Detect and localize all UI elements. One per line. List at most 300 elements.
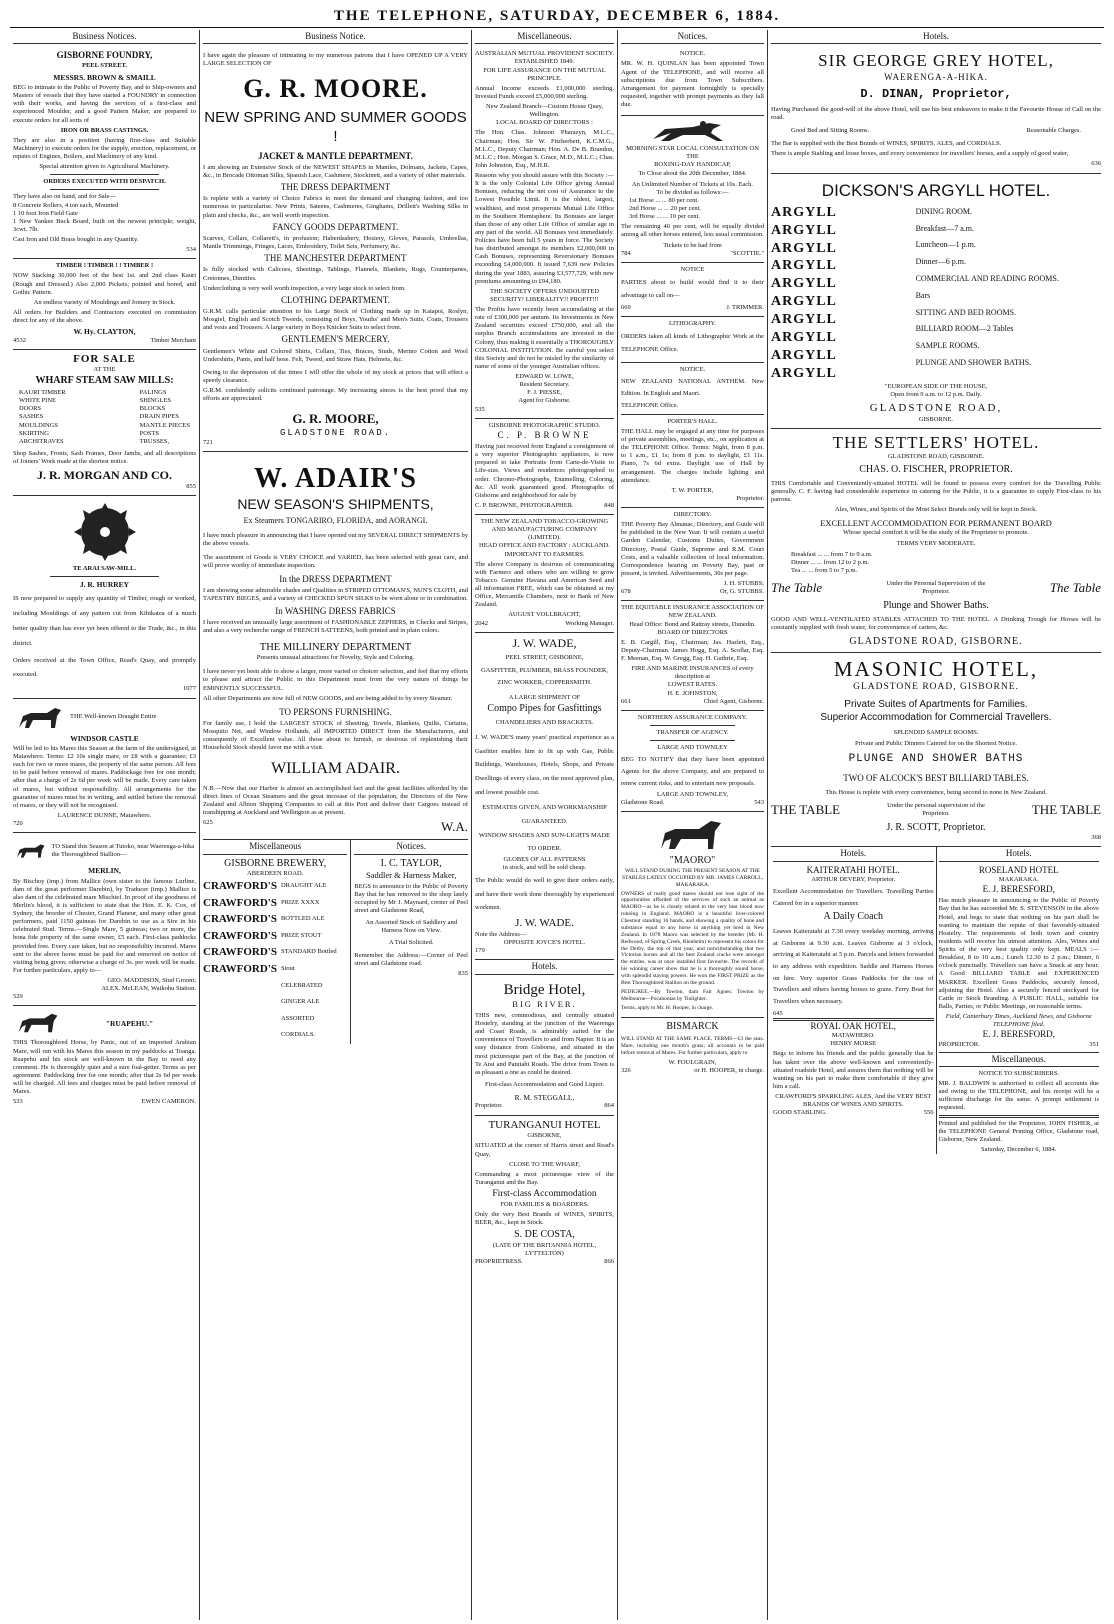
- ad-title: BISMARCK: [666, 1021, 719, 1033]
- column-heading: Business Notices.: [13, 30, 196, 44]
- ad-line: Field, Canterbury Times, Auckland News, and Gisborne TELEPHONE filed.: [945, 1013, 1092, 1029]
- ad-title: GISBORNE FOUNDRY,: [56, 50, 153, 61]
- section-body: I have much pleasure in announcing that I have opened out my SEVERAL DIRECT SHIPMENTS by the above vessels.: [203, 531, 468, 547]
- ad-signature: J. TRIMMER.: [726, 303, 764, 311]
- ad-title: MORNING STAR LOCAL CONSULTATION ON THE: [626, 145, 759, 161]
- ad-proprietor: HENRY MORSE: [830, 1040, 877, 1048]
- ad-body: Leaves Kaiteratahi at 7.30 every weekday morning, arriving at Gisborne at 9.30 a.m. Leaves Gisborne at 3 o'clock, arriving at Kaiteratahi at 5 p.m. Parcels and letters forwarded to any address with expedition. Saddle and Harness Horses on hire. Very superior Grass Paddocks for the use of Travellers and others having horses to graze. Ferry Boat for Travellers when necessary.: [773, 927, 934, 1006]
- ad-line: GLOBES OF ALL PATTERNS: [503, 855, 586, 863]
- ad-subtitle: GISBORNE,: [527, 1132, 562, 1140]
- ad-number: 721: [203, 438, 213, 446]
- ad-line: TRANSFER OF AGENCY.: [656, 728, 729, 736]
- ad-line: FOR FAMILIES & BOARDERS.: [500, 1200, 589, 1208]
- meal-time: Dinner ... ... from 12 to 2 p.m.: [791, 559, 870, 567]
- meal-list: [771, 551, 1101, 575]
- product-item: WHITE PINE: [19, 397, 57, 405]
- ad-line: LARGE AND TOWNLEY: [657, 744, 728, 751]
- argyll-word: ARGYLL: [771, 240, 837, 256]
- ad-body: WILL STAND AT THE SAME PLACE. TERMS—£3 the seas. Mare, including one month's grass; all accounts to be paid before removal of Mares. For further particulars, apply to: [621, 1035, 764, 1056]
- ad-morning-star: [621, 116, 764, 263]
- section-body: All other Departments are now full of NEW GOODS, and are being added to by every Steamer.: [203, 694, 452, 702]
- argyll-word: ARGYLL: [771, 204, 837, 220]
- ad-title: NOTICE TO SUBSCRIBERS.: [978, 1069, 1059, 1077]
- ad-wharf-saw-mills: [13, 350, 196, 497]
- section-body: Underclothing is very well worth inspection, a very large stock to select from.: [203, 284, 406, 292]
- ad-headline: NEW SPRING AND SUMMER GOODS !: [204, 109, 467, 145]
- ad-number: 351: [1089, 1040, 1099, 1048]
- argyll-list: [771, 204, 910, 383]
- product-item: ASSORTED CORDIALS.: [280, 1014, 316, 1039]
- ad-national-anthem: [621, 363, 764, 415]
- ad-number: 326: [621, 1066, 631, 1074]
- ad-line: GOOD STABLING.: [773, 1109, 827, 1117]
- ad-title: WHARF STEAM SAW MILLS:: [35, 374, 174, 386]
- argyll-word: ARGYLL: [771, 258, 837, 274]
- ad-signature: "SCOTTIE.": [730, 249, 764, 257]
- product-item: MOULDINGS: [19, 421, 58, 429]
- product-list-left: [19, 389, 66, 446]
- ad-w-adair: [203, 452, 468, 840]
- ad-body: THIS Thoroughbred Horse, by Panic, out of an imported Arabian Mare, will run with his Mares this season in my paddocks at Toanga. Ruapehu and his stock are well-known in the Bay to need any comment. He is thoroughly quiet and a sure foal-getter. Terms as per agreement. Paddocking free for one month; after that 2s 6d per week will be charged. All fees and charges must be paid before removal of Mares.: [13, 1039, 196, 1096]
- ad-number: 848: [604, 501, 614, 509]
- horse-icon: [653, 815, 733, 855]
- column-hotels: [768, 30, 1104, 1620]
- ad-role: Chief Agent, Gisborne.: [703, 697, 764, 705]
- ad-masonic-hotel: [771, 653, 1101, 847]
- ad-line: Ex Steamers TONGARIRO, FLORIDA, and AORANGI.: [243, 515, 428, 525]
- ad-signature: F. J. PIESSE,: [527, 389, 562, 397]
- ad-body: Cast Iron and Old Brass bought in any Quantity.: [13, 236, 139, 243]
- ad-body: OWNERS of really good mares should not lose sight of the opportunities afforded of the services of such an animal as MAORO—as he is closely related to the very best blood now running in England. MAORO is a beautiful liver-colored Chestnut standing 16 hands, and showing a quality of bone and substance equal to any horse in anything yet bred in New Zealand. In 1878 Maoro was selected by the breeder (Mr. H. Redwood, of Spring Creek, Blenheim) to represent his colors for the Derby, the top of that year, and notwithstanding that two Victorian horses and all the best Zealand cracks were amongst the entries, was at once installed first favourite. The records of his winning career show that he is a thoroughly sound horse, with splendid staying powers. He won the FIRST PRIZE as the Best Thoroughbred Stallion on the ground.: [621, 890, 764, 986]
- argyll-word: ARGYLL: [771, 312, 837, 328]
- ad-headline: THE TABLE: [771, 801, 841, 817]
- prize-item: 1st Horse ... ... 80 per cent.: [629, 196, 699, 204]
- ad-number: 784: [621, 249, 631, 257]
- column-heading: Notices.: [621, 30, 764, 44]
- ad-title: THE SETTLERS' HOTEL.: [832, 432, 1040, 452]
- argyll-word: ARGYLL: [771, 294, 837, 310]
- ad-lithography: [621, 317, 764, 363]
- section-body: The assortment of Goods is VERY CHOICE and VARIED, has been selected with great care, and will prove worthy of immediate inspection.: [203, 553, 468, 569]
- section-body: Presents unusual attractions for Novelty, Style and Coloring.: [256, 654, 415, 662]
- ad-headline: Private Suites of Apartments for Families.: [844, 699, 1028, 711]
- column-notices: [618, 30, 768, 1620]
- ad-signature: R. M. STEGGALL,: [514, 1093, 575, 1102]
- ad-line: HEAD OFFICE AND FACTORY : AUCKLAND.: [479, 542, 610, 550]
- ad-porters-hall: [621, 415, 764, 508]
- ad-signature: ALEX. McLEAN, Waikohu Station.: [101, 985, 196, 993]
- firm-name: MESSRS. BROWN & SMAILL: [53, 72, 156, 82]
- ad-line: An endless variety of Mouldings and Joinery in Stock.: [33, 298, 176, 306]
- ad-line: Whose special comfort it will be the study of the Proprietor to promote.: [842, 528, 1030, 536]
- ad-role: Timber Merchant: [150, 336, 196, 344]
- ad-line: Note the Address—: [475, 930, 527, 938]
- ad-number: 661: [621, 697, 631, 705]
- column-miscellaneous: [472, 30, 618, 1620]
- section-heading: In WASHING DRESS FABRICS: [275, 605, 396, 616]
- section-body: Is fully stocked with Calicoes, Sheetings, Tablings, Flannels, Blankets, Rugs, Counterpanes, Cretonnes, Dimities.: [203, 266, 468, 282]
- ad-title: ROSELAND HOTEL: [978, 864, 1059, 875]
- ad-signature: J. R. HURREY: [79, 580, 130, 590]
- ad-subtitle: MATAWHERO.: [831, 1032, 875, 1040]
- ad-line: An Assorted Stock of Saddlery and Harness Now on View.: [365, 919, 457, 935]
- facility-item: Dinner—6 p.m.: [915, 257, 967, 267]
- ad-subtitle: MAKARAKA.: [998, 875, 1039, 883]
- facility-item: SITTING AND BED ROOMS.: [915, 307, 1017, 317]
- ad-signature: J. W. WADE.: [515, 917, 574, 930]
- ad-line: This House is replete with every convenience, being second to none in New Zealand.: [825, 789, 1047, 797]
- ad-subtitle: BIG RIVER.: [512, 999, 577, 1010]
- ad-headline: A Daily Coach: [823, 911, 883, 923]
- ad-gisborne-brewery: [203, 840, 351, 1044]
- ad-line: CRAWFORD'S SPARKLING ALES, And the VERY BEST BRANDS OF WINES AND SPIRITS.: [775, 1093, 932, 1109]
- product-item: PALINGS: [139, 389, 167, 396]
- section-heading: In the DRESS DEPARTMENT: [279, 574, 392, 584]
- ad-sir-george-grey-hotel: [771, 47, 1101, 173]
- column-heading: Miscellaneous.: [475, 30, 614, 44]
- ad-address: GLADSTONE ROAD, GISBORNE.: [853, 682, 1019, 693]
- ad-signature: J. R. MORGAN AND CO.: [37, 468, 172, 483]
- ad-body: Having just received from England a consignment of a very superior Photographic appliances, is now prepared to take Portraits from Carte-de-Visite to Life-size. Views and residences photographed to order. Chromo-Photographs, Enamelling, Coloring, &c. All work guaranteed good. Photographs of Gisborne and neighborhood for sale by: [475, 443, 614, 499]
- ad-heading: ORDERS EXECUTED WITH DESPATCH.: [43, 178, 166, 186]
- section-heading: TO PERSONS FURNISHING.: [279, 706, 392, 717]
- ad-body: THIS Comfortable and Conveniently-situated HOTEL will be found to possess every comfort for the Travelling Public generally. C. F. having had considerable experience in catering for the Public, it is a guarantee to supply First-class to his patrons.: [771, 479, 1101, 504]
- ad-headline: Superior Accommodation for Commercial Travellers.: [820, 711, 1052, 723]
- ad-role: Resident Secretary.: [519, 381, 570, 389]
- column-business-notice: [200, 30, 472, 1620]
- ad-role: PROPRIETOR.: [938, 1040, 980, 1048]
- ad-line: CLOSE TO THE WHARF,: [509, 1160, 580, 1168]
- argyll-word: ARGYLL: [771, 348, 837, 363]
- ad-signature: GEO. MADDISON, Stud Groom;: [107, 977, 196, 984]
- ad-body: Shop Sashes, Fronts, Sash Frames, Door Jambs, and all descriptions of Joiners' Work made at the shortest notice.: [13, 449, 196, 465]
- prize-item: 3rd Horse ... ... 10 per cent.: [629, 213, 700, 221]
- ad-headline: First-class Accommodation: [492, 1189, 597, 1199]
- ad-turanganui-hotel: [475, 1116, 614, 1271]
- ad-notice-trimmer: [621, 263, 764, 317]
- ad-signature: G. R. MOORE,: [292, 411, 379, 427]
- ad-line: Open from 9 a.m. to 12 p.m. Daily.: [890, 390, 982, 398]
- ad-headline: THE TABLE: [1031, 801, 1101, 817]
- ad-number: 534: [186, 246, 196, 254]
- section-body: G.R.M. confidently solicits continued patronage. My increasing sinces is the best proof that my efforts are appreciated.: [203, 387, 468, 403]
- ad-body: The Hon. Chas. Johnson Pharazyn, M.L.C., Chairman; Hon. Sir W. Fitzherbert, K.C.M.G., M.L.C., Deputy Chairman; Hon. A. De B. Brandon, M.L.C.; Hon. Morgan S. Grace, M.D., M.L.C.; Chas. John Johnston, Esq., M.H.R.: [475, 129, 614, 169]
- ad-number: 179: [475, 947, 485, 955]
- section-heading: THE DRESS DEPARTMENT: [280, 182, 391, 192]
- ad-number: 2042: [475, 619, 488, 627]
- ad-headline: NEW SEASON'S SHIPMENTS,: [237, 496, 434, 512]
- ad-body: PEDIGREE.—By Towton, dam Fair Agnes; Towton by Melbourne—Pocahontas by Tinlighter.: [621, 988, 764, 1002]
- ad-signature: LARGE AND TOWNLEY,: [656, 791, 729, 799]
- ad-line: (LATE OF THE BRITANNIA HOTEL, LYTTELTON): [492, 1241, 597, 1257]
- ad-body: BEG TO NOTIFY that they have been appointed Agents for the above Company, and are prepared to renew current risks, and to entertain new proposals.: [621, 756, 764, 787]
- ad-title: I. C. TAYLOR,: [380, 857, 442, 869]
- ad-address: Gladstone Road.: [621, 799, 665, 807]
- ad-title: TE ARAI SAW-MILL.: [72, 565, 137, 573]
- section-heading: GENTLEMEN'S MERCERY.: [281, 334, 390, 345]
- horse-icon: [13, 1009, 63, 1037]
- meal-time: Tea ... ... from 5 to 7 p.m.: [791, 567, 858, 575]
- ad-signature: WILLIAM ADAIR.: [271, 759, 400, 777]
- ad-body: Will be led to his Mares this Season at the farm of the undersigned, at Matawhero. Terms: £2 10s single mare, or £8 with a guarantee; £3 each for two or more mares, the property of the same person. All fees to be paid before removal of mares. Paddockage free for one month; after that a charge of 2s 6d per week will be made. Every care taken of mares, but without responsibility. All arrangements for the guarantee of mares must be in writing, and settled before the removal of mares, or they will not be recognised.: [13, 744, 196, 809]
- ad-line: To be divided as follows:—: [656, 188, 729, 196]
- ad-address: Remember the Address:—Corner of Peel street and Gladstone road.: [354, 951, 468, 967]
- ad-title: Bridge Hotel,: [503, 981, 586, 998]
- racehorse-icon: [643, 119, 743, 145]
- product-item: SKIRTING: [19, 429, 49, 437]
- ad-body: IS now prepared to supply any quantity of Timber, rough or worked, including Mouldings of any pattern cut from Kihikatea of a much better quality than has ever yet been offered to the Trade, &c., in this district.: [13, 594, 196, 647]
- ad-signature: Or, G. STUBBS.: [720, 588, 764, 596]
- ad-lead: WILL STAND DURING THE PRESENT SEASON AT THE STABLES LATELY OCCUPIED BY MR. JAMES CARROLL, MAKARAKA.: [621, 867, 763, 888]
- ad-signature: or H. HOOPER, in charge.: [694, 1066, 764, 1074]
- product-item: BLOCKS: [139, 405, 166, 413]
- ad-initials: W.A.: [441, 819, 468, 834]
- ad-line: A LARGE SHIPMENT OF: [508, 694, 581, 702]
- ad-address: OPPOSITE JOYCE'S HOTEL.: [503, 939, 586, 946]
- ad-gisborne-foundry: [13, 47, 196, 259]
- ad-body: The remaining 40 per cent, will be equally divided among all other horses entered, less usual commission.: [621, 223, 764, 239]
- ad-number: 529: [13, 993, 23, 1001]
- ad-number: 368: [1091, 834, 1101, 842]
- product-item: ARCHITRAVES: [19, 437, 64, 445]
- ad-merlin: [13, 833, 196, 1006]
- ad-title: NORTHERN ASSURANCE COMPANY.: [637, 713, 748, 721]
- ad-line: LOCAL BOARD OF DIRECTORS :: [496, 119, 593, 127]
- ad-subtitle: WAERENGA-A-HIKA.: [884, 71, 988, 82]
- ad-line: First-class Accommodation and Good Liquor.: [485, 1080, 604, 1088]
- ad-body: Commanding a most picturesque view of the Turanganui and the Bay.: [475, 1170, 614, 1186]
- imprint: Printed and published for the Proprietor, JOHN FISHER, at the TELEPHONE General Printing Office, Gladstone road, Gisborne, New Zealand.: [938, 1119, 1099, 1143]
- ad-line: TERMS VERY MODERATE.: [896, 540, 976, 548]
- ad-headline: TWO OF ALCOCK'S BEST BILLIARD TABLES.: [843, 773, 1029, 784]
- ad-amp-society: [475, 47, 614, 418]
- ad-signature: EWEN CAMERON.: [141, 1098, 196, 1106]
- ad-lead: I have again the pleasure of intimating to my numerous patrons that I have OPENED UP A VERY LARGE SELECTION OF: [203, 52, 468, 68]
- facility-item: COMMERCIAL AND READING ROOMS.: [915, 273, 1059, 283]
- ad-line: Under the Personal Supervision of the Proprietor.: [886, 579, 986, 595]
- section-heading: Hotels.: [475, 960, 614, 974]
- ad-body: MR. W. H. QUINLAN has been appointed Town Agent of the TELEPHONE, and will receive all subscriptions due from Town Subscribers. Arrangement for payment fortnightly is specially requested, together with prompt payments as they fall due.: [621, 60, 764, 108]
- ad-signature: W. Hy. CLAYTON,: [73, 327, 136, 337]
- ad-signature: H. E. JOHNSTON,: [667, 689, 718, 697]
- section-heading: CLOTHING DEPARTMENT.: [281, 294, 390, 305]
- prize-item: 2nd Horse ... ... 20 per cent.: [629, 205, 702, 212]
- ad-title: THE NEW ZEALAND TOBACCO-GROWING AND MANUFACTURING COMPANY (LIMITED).: [480, 518, 609, 542]
- product-item: STANDARD Bottled Stout: [280, 948, 337, 972]
- brand-name: CRAWFORD'S: [203, 880, 277, 893]
- meal-time: Breakfast ... ... from 7 to 9 a.m.: [791, 551, 873, 559]
- ad-directory: [621, 508, 764, 601]
- ad-number: 835: [458, 969, 468, 977]
- column-business-notices: [10, 30, 200, 1620]
- ad-headline: PLUNGE AND SHOWER BATHS: [848, 753, 1024, 766]
- section-heading: Hotels.: [773, 847, 934, 861]
- ad-line: Tickets to be had from: [663, 241, 722, 249]
- section-heading: THE MILLINERY DEPARTMENT: [259, 642, 412, 653]
- ad-headline: EXCELLENT ACCOMMODATION FOR PERMANENT BOARD: [820, 518, 1052, 529]
- column-heading: Hotels.: [771, 30, 1101, 44]
- ad-northern-assurance: [621, 711, 764, 813]
- ad-line: Good Bed and Sitting Rooms.: [791, 127, 870, 134]
- section-body: I am showing an Extensive Stock of the NEWEST SHAPES in Mantles, Dolmans, Jackets, Capes, &c., in Brocade Ottoman Silks, Spanish Lace, Cashmere, Stockinett, and a variety of other materials.: [203, 163, 468, 179]
- ad-line: ESTABLISHED 1849.: [514, 58, 575, 66]
- ad-title: NOTICE.: [679, 366, 706, 374]
- facility-item: PLUNGE AND SHOWER BATHS.: [915, 357, 1032, 367]
- ad-title: "RUAPEHU.": [105, 1018, 154, 1028]
- ad-proprietor: CHAS. O. FISCHER, PROPRIETOR.: [859, 464, 1013, 476]
- ad-signature: W. FOULGRAIN,: [668, 1058, 717, 1066]
- brand-name: CRAWFORD'S: [203, 929, 277, 942]
- ad-number: 720: [13, 820, 23, 827]
- ad-address: ABERDEEN ROAD.: [247, 870, 304, 877]
- facility-item: Bars: [915, 290, 931, 300]
- ad-signature: S. DE COSTA,: [514, 1229, 575, 1241]
- ad-address: GLADSTONE ROAD, GISBORNE.: [887, 453, 985, 461]
- brand-name: CRAWFORD'S: [203, 913, 277, 926]
- ad-body: Excellent Accommodation for Travellers. Travelling Parties Catered for in a superior manner.: [773, 888, 934, 907]
- ad-body: Annual Income exceeds £1,000,000 sterling. Invested Funds exceed £5,000,000 sterling.: [475, 84, 614, 100]
- ad-headline: Plunge and Shower Baths.: [883, 599, 989, 611]
- ad-title: SIR GEORGE GREY HOTEL,: [818, 51, 1054, 71]
- ad-body: They are also in a position (having first-class and Suitable Machinery) to execute orders for the supply, erection, replacement, or repairs of Engines, Boilers, and Machinery of any kind.: [13, 136, 196, 160]
- ad-body: Orders received at the Town Office, Read's Quay, and promptly executed.: [13, 656, 196, 679]
- prize-list: [621, 197, 764, 221]
- ad-photo-studio: [475, 419, 614, 515]
- ad-g-r-moore: [203, 47, 468, 452]
- ad-dicksons-argyll-hotel: [771, 174, 1101, 429]
- ad-number: 855: [186, 483, 196, 491]
- crawford-list: [203, 878, 277, 1044]
- product-item: SHINGLES: [139, 397, 172, 405]
- ad-te-arai-saw-mill: [13, 496, 196, 698]
- ad-title: FOR SALE: [73, 352, 136, 365]
- ad-role: PROPRIETRESS.: [475, 1258, 523, 1265]
- mini-column-left: [771, 847, 937, 1154]
- ad-signature: J. H. STUBBS;: [723, 580, 764, 587]
- ad-number: 4532: [13, 336, 26, 344]
- ad-number: 533: [13, 1098, 23, 1106]
- brand-name: CRAWFORD'S: [203, 962, 277, 975]
- section-body: For family use, I hold the LARGEST STOCK of Sheeting, Towels, Blankets, Quilts, Curtains, Mosquito Net, and Window Hollands, all IMPORTED DIRECT from the Manufacturers, and consequently of Excellent value. All those about to furnish, or desirous of replenishing their Household Stock should favor me with a visit.: [203, 720, 468, 752]
- columns: [10, 30, 1104, 1620]
- ad-body: The Public would do well to give their orders early, and have their work done thoroughly by experienced workmen.: [475, 877, 614, 912]
- section-body: N.B.—Now that our Harbor is almost an accomplished fact and the great facilities afforded by the direct lines of Ocean Steamers and the great increase of the population, the Directors of the New Zealand and Albion Shipping Companies to call at this Port and deliver their Cargoes instead of transhipping at Auckland and Wellington as at present.: [203, 784, 468, 816]
- argyll-facilities: [910, 204, 1059, 383]
- product-item: POSTS: [139, 429, 160, 437]
- ad-number: 866: [604, 1258, 614, 1265]
- ad-proprietor: E. J. BERESFORD,: [982, 884, 1055, 895]
- ad-title: GISBORNE BREWERY,: [224, 857, 327, 869]
- ad-line: SPLENDID SAMPLE ROOMS.: [893, 729, 979, 737]
- section-body: I have never yet been able to show a larger, more varied or choicer selection, and feel that my efforts to please and attract the Public in this Department must from the very nature of things be EMINENTLY SUCCESSFUL.: [203, 668, 468, 692]
- facility-item: SAMPLE ROOMS.: [915, 341, 980, 351]
- ad-title: LITHOGRAPHY.: [668, 320, 716, 327]
- ad-line: BOARD OF DIRECTORS: [657, 628, 728, 636]
- ad-line: CHANDELIERS AND BRACKETS.: [495, 719, 594, 727]
- section-heading: THE MANCHESTER DEPARTMENT: [264, 253, 407, 264]
- brand-name: CRAWFORD'S: [203, 896, 277, 909]
- ad-line: An Unlimited Number of Tickets at 10s. Each.: [631, 180, 754, 188]
- ad-lead: THE Well-known Draught Entire: [70, 713, 157, 721]
- argyll-word: ARGYLL: [771, 276, 837, 292]
- ad-title: NOTICE: [680, 265, 705, 273]
- ad-title: J. W. WADE,: [512, 635, 577, 650]
- ad-signature: C. P. BROWNE, PHOTOGRAPHER.: [475, 501, 574, 509]
- ad-title: THE EQUITABLE INSURANCE ASSOCIATION OF NEW ZEALAND.: [621, 604, 764, 620]
- saw-blade-icon: [70, 501, 140, 563]
- ad-number: 864: [604, 1102, 614, 1110]
- ad-bismarck: [621, 1018, 764, 1078]
- ad-body: Reasons why you should assure with this Society :—It is the only Colonial Life Office giving Annual Bonuses, reducing the net cost of Assurance to the Lowest Possible Limit. It is the oldest, largest, wealthiest, and most prosperous Mutual Life Office in the Southern Hemisphere. Its Bonuses are larger than those of any other Life Office of similar age in any part of the world. All Bonuses vest immediately. Policies have been full 5 years in force. The Society has distributed amongst its members £2,000,000 in Cash Bonuses, representing Reversionary Bonuses exceeding £4,000,000. It issued 7,639 new Policies during the year 1883, assuring £3,577,729, with new premiums amounting to £94,180.: [475, 172, 614, 285]
- ad-role: Agent for Gisborne.: [518, 397, 571, 405]
- ad-bridge-hotel: [475, 978, 614, 1116]
- product-item: KAURI TIMBER: [19, 389, 66, 396]
- ad-subtitle: PEEL STREET.: [81, 61, 128, 69]
- ad-line: FOR LIFE ASSURANCE ON THE MUTUAL PRINCIPLE.: [483, 66, 606, 82]
- ad-body: Begs to inform his friends and the public generally that he has taken over the above well-known and conveniently-situated roadside Hotel, and assures them that nothing will be wanting on his part to make them comfortable if they give him a call.: [773, 1050, 934, 1090]
- ad-body: By Bischoy (imp.) from Mallice (own sister to the famous Lurline, dam of the great performer Darebin), by Traducer (imp.) Mallice is also dam of the celebrated mare Mischief. In proof of the goodness of Merlin's blood, it is sufficient to state that the Hon. E. K. Cox, of Sydney, the breeder of Chester, Grand Flaneur, and many other great performers, paid 1150 guineas for Darebin to use as a Sire in his celebrated Stud. Terms.—Single Mare, 5 guineas; two or more, the bona fide property of the same owner, £5 each. First-class paddocks provided free. Every care taken, but no responsibility incurred. Mares sent to the above horse must be paid for and removed on notice of visiting being given; otherwise a charge of 3s. per week will be made. For further particulars, apply to—: [13, 877, 196, 974]
- ad-number: 1077: [183, 685, 196, 693]
- ad-title: W. ADAIR'S: [253, 463, 417, 494]
- ad-title: GISBORNE PHOTOGRAPHIC STUDIO.: [488, 421, 601, 429]
- ad-title: "MAORO": [669, 855, 716, 867]
- ad-subtitle: BOXING-DAY HANDICAP,: [654, 161, 731, 169]
- ad-line: WINDOW SHADES AND SUN-LIGHTS MADE TO ORDER.: [478, 831, 611, 853]
- ad-address: GLADSTONE ROAD,: [869, 402, 1003, 415]
- section-body: I have received an unusually large assortment of FASHIONABLE ZEPHERS, in Checks and Stripes, and also a very recherche range of FRENCH SATTEENS, both printed and in plain colors.: [203, 618, 468, 634]
- ad-line: "EUROPEAN SIDE OF THE HOUSE,: [884, 382, 988, 390]
- product-list: [277, 878, 347, 1044]
- column-heading: Business Notice.: [203, 30, 468, 44]
- ad-number: 535: [475, 405, 485, 413]
- ad-body: THE Poverty Bay Almanac, Directory, and Guide will be published in the New Year. It will contain a useful Garden Calendar, Customs Duties, Government Directory, Postal Guide, Supreme and R.M. Court Costs, and a valuable collection of local information. Correspondence bearing on Poverty Bay, past or present, is invited. Advertisements, 30s per page.: [621, 521, 764, 577]
- ad-j-w-wade: [475, 633, 614, 961]
- ad-body: Has much pleasure in announcing to the Public of Poverty Bay that he has succeeded Mr. S. STEVENSON in the above Hotel, and begs to state that nothing on his part shall be wanting to maintain the repute of that favorably-situated Hostelry. The requirements of both town and country residents will receive his utmost attention. Ales, Wines and Spirits of the very best quality only kept. MEALS :—Breakfast, 8 to 10 a.m.; Lunch 12.30 to 2 p.m.; Dinner, 6 o'clock punctually. Travellers can have a Snack at any hour. A Good BILLIARD TABLE and EXPERIENCED MARKER. Excellent Grass Paddocks, securely fenced, adjoining the Hotel. Also a securely fenced stockyard for Cattle or Stock Branding. A PUBLIC HALL, suitable for Balls, Parties, or Public Meetings, on reasonable terms.: [938, 897, 1099, 1010]
- ad-title: TURANGANUI HOTEL: [488, 1118, 601, 1131]
- ad-signature: LAURENCE DUNNE, Matawhero.: [57, 811, 152, 819]
- ad-signature: J. R. SCOTT, Proprietor.: [886, 821, 986, 833]
- facility-item: DINING ROOM.: [915, 206, 973, 216]
- ad-line: Private and Public Dinners Catered for on the Shortest Notice.: [854, 740, 1018, 748]
- ad-title: DIRECTORY.: [673, 511, 712, 518]
- ad-title: MASONIC HOTEL,: [833, 657, 1039, 682]
- ad-number: 543: [754, 799, 764, 807]
- ad-i-c-taylor: [351, 840, 468, 1044]
- ad-line: Reasonable Charges.: [1026, 127, 1081, 134]
- ad-body: SITUATED at the corner of Harris street and Read's Quay,: [475, 1142, 614, 1158]
- imprint-date: Saturday, December 6, 1884.: [981, 1145, 1057, 1153]
- product-item: PRIZE STOUT: [280, 931, 322, 939]
- ad-title: AUSTRALIAN MUTUAL PROVIDENT SOCIETY.: [475, 50, 614, 58]
- ad-line: ESTIMATES GIVEN, AND WORKMANSHIP GUARANTEED.: [482, 804, 607, 826]
- ad-settlers-hotel: [771, 429, 1101, 653]
- ad-title: G. R. MOORE.: [243, 73, 428, 103]
- product-item: MANTLE PIECES: [139, 421, 190, 429]
- small-hotel-ads: [771, 847, 1101, 1154]
- ad-address: GISBORNE.: [918, 415, 954, 423]
- ad-proprietor: D. DINAN, Proprietor,: [860, 86, 1012, 101]
- ad-line: FIRE AND MARINE INSURANCES of every description at: [631, 665, 754, 681]
- horse-icon: [13, 836, 49, 866]
- ad-body: J. W. WADE'S many years' practical experience as a Gasfitter enables him to fit up with Gas, Public Buildings, Warehouses, Hotels, Shops, and Private Dwellings of every class, on the most approved plan, and lowest possible cost.: [475, 734, 614, 796]
- product-item: DRAUGHT ALE: [280, 882, 327, 890]
- ad-role: Proprietor.: [475, 1102, 503, 1110]
- ad-line: To Close about the 20th December, 1884.: [638, 169, 747, 177]
- argyll-word: ARGYLL: [771, 330, 837, 346]
- ad-title: MERLIN,: [88, 866, 121, 876]
- product-item: TRUSSES,: [139, 437, 170, 445]
- ad-body: Only the very Best Brands of WINES, SPIRITS, BEER, &c., kept in Stock.: [475, 1211, 614, 1227]
